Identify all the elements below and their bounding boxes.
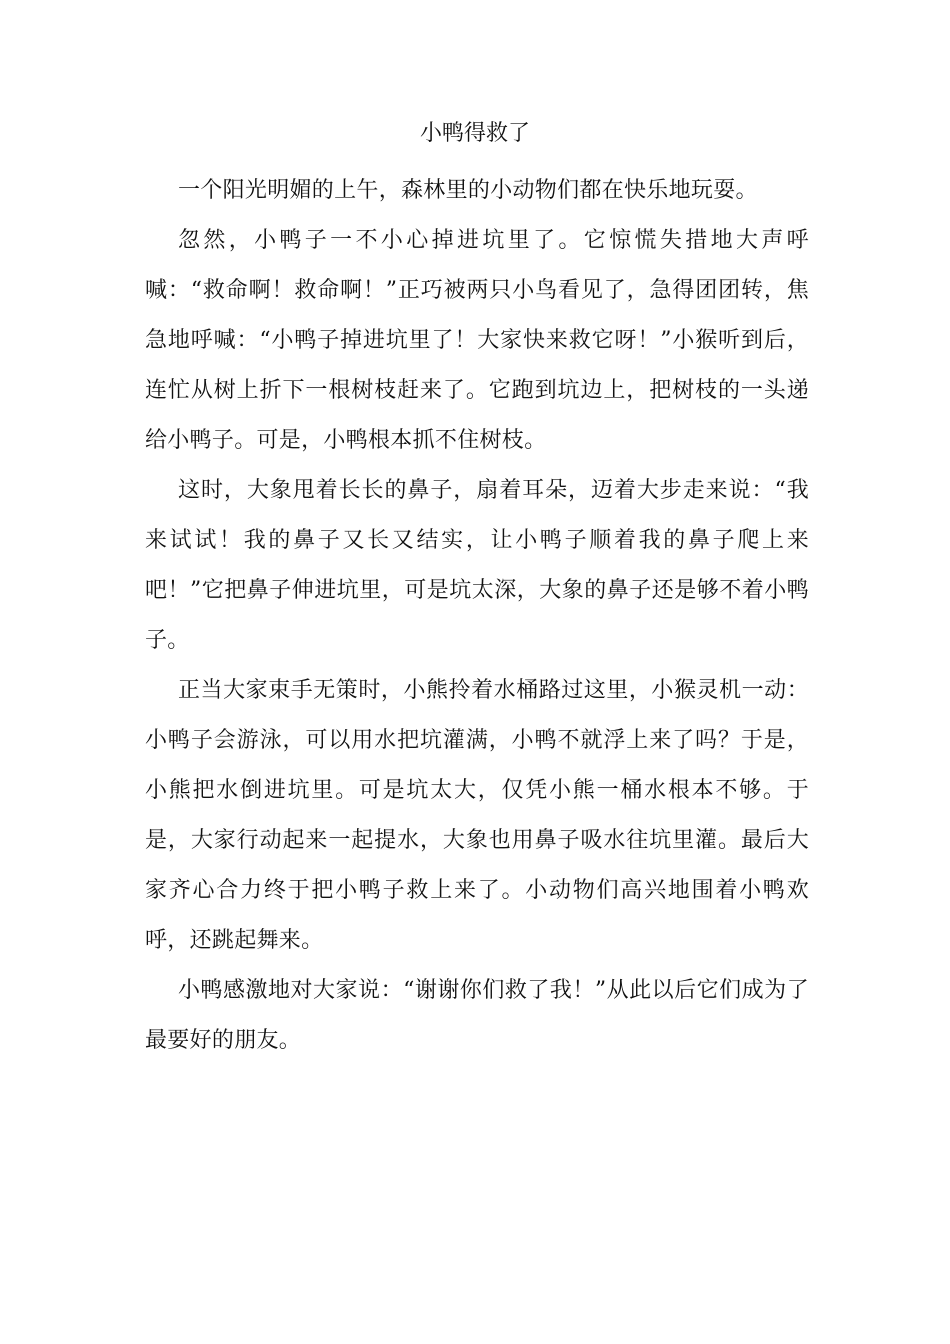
document-title: 小鸭得救了 — [419, 121, 530, 146]
paragraph: 一个阳光明媚的上午，森林里的小动物们都在快乐地玩耍。 — [178, 178, 758, 203]
paragraph: 忽然，小鸭子一不小心掉进坑里了。它惊慌失措地大声呼喊：“救命啊！救命啊！”正巧被两只小鸟看见了，急得团团转，焦急地呼喊：“小鸭子掉进坑里了！大家快来救它呀！”小猴听到后，连忙从树上折下一根树枝赶来了。它跑到坑边上，把树枝的一头递给小鸭子。可是，小鸭根本抓不住树枝。 — [145, 228, 809, 453]
paragraph: 小鸭感激地对大家说：“谢谢你们救了我！”从此以后它们成为了最要好的朋友。 — [145, 978, 809, 1053]
paragraph: 这时，大象甩着长长的鼻子，扇着耳朵，迈着大步走来说：“我来试试！我的鼻子又长又结实，让小鸭子顺着我的鼻子爬上来吧！”它把鼻子伸进坑里，可是坑太深，大象的鼻子还是够不着小鸭子。 — [145, 478, 809, 653]
document-body — [145, 166, 809, 1066]
paragraph: 正当大家束手无策时，小熊拎着水桶路过这里，小猴灵机一动：小鸭子会游泳，可以用水把坑灌满，小鸭不就浮上来了吗？于是，小熊把水倒进坑里。可是坑太大，仅凭小熊一桶水根本不够。于是，大家行动起来一起提水，大象也用鼻子吸水往坑里灌。最后大家齐心合力终于把小鸭子救上来了。小动物们高兴地围着小鸭欢呼，还跳起舞来。 — [145, 678, 809, 953]
